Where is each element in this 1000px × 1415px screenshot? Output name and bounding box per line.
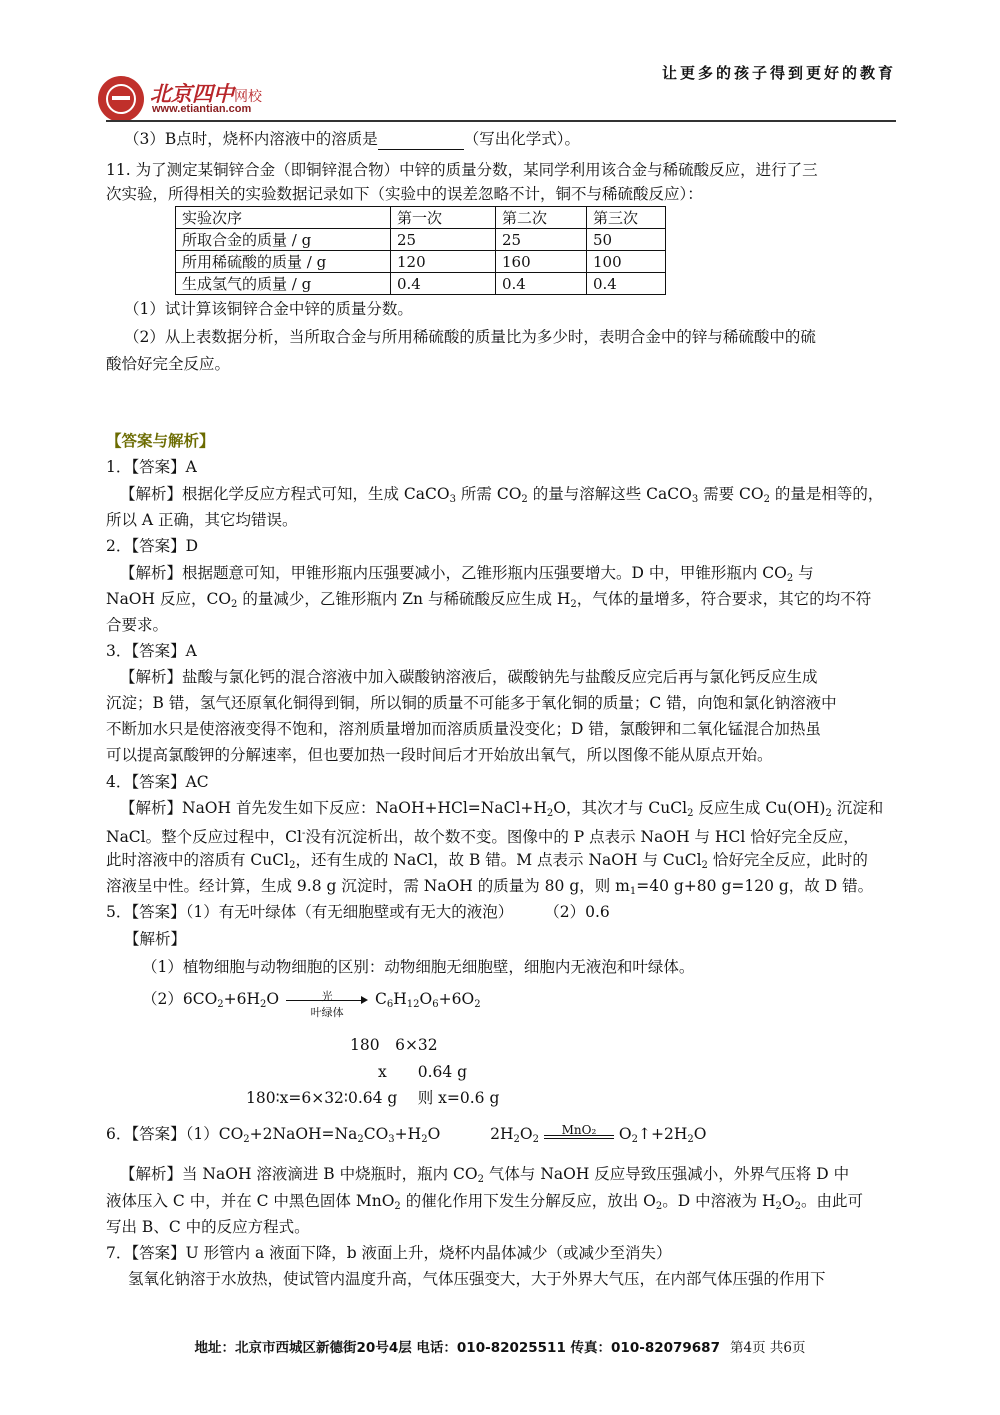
answer-4: 4．【答案】AC — [106, 773, 209, 791]
table-cell: 25 — [496, 229, 587, 251]
table-row — [176, 207, 666, 229]
section-title: 【答案与解析】 — [106, 431, 215, 450]
analysis-7-l1: 氢氧化钠溶于水放热，使试管内温度升高，气体压强变大，大于外界大气压，在内部气体压强的作用下 — [128, 1270, 826, 1288]
analysis-5-label: 【解析】 — [124, 930, 187, 948]
q11-part1: （1）试计算该铜锌合金中锌的质量分数。 — [124, 300, 413, 318]
table-cell: 生成氢气的质量 / g — [176, 273, 391, 295]
q11-part2a: （2）从上表数据分析，当所取合金与所用稀硫酸的质量比为多少时，表明合金中的锌与稀硫酸中的硫 — [124, 328, 816, 346]
q10-part3: （3）B点时，烧杯内溶液中的溶质是 （写出化学式）。 — [124, 130, 581, 148]
catalyst-equals-icon: MnO₂ — [544, 1124, 614, 1146]
table-cell: 所用稀硫酸的质量 / g — [176, 251, 391, 273]
reaction-arrow-icon: 光 叶绿体 — [286, 989, 368, 1011]
analysis-5-l1: （1）植物细胞与动物细胞的区别：动物细胞无细胞壁，细胞内无液泡和叶绿体。 — [142, 958, 695, 976]
answer-blank — [378, 133, 464, 150]
table-cell: 0.4 — [587, 273, 666, 295]
answer-3: 3．【答案】A — [106, 642, 197, 660]
analysis-3-l2: 沉淀；B 错，氢气还原氧化铜得到铜，所以铜的质量不可能多于氧化铜的质量；C 错，向饱和氯化钠溶液中 — [106, 694, 837, 712]
header-divider — [106, 120, 896, 122]
table-cell: 25 — [391, 229, 496, 251]
analysis-4-l2: NaCl。整个反应过程中，Cl-没有沉淀析出，故个数不变。图像中的 P 点表示 NaOH 与 HCl 恰好完全反应， — [106, 828, 859, 847]
analysis-4-l3: 此时溶液中的溶质有 CuCl$_2$，还有生成的 NaCl，故 B 错。M 点表示 NaOH 与 CuCl$_2$ 恰好完全反应，此时的 — [106, 851, 868, 871]
table-cell: 50 — [587, 229, 666, 251]
logo-suffix: 网校 — [234, 89, 262, 105]
analysis-5-equation: $(2)6CO_2+6H_2O$ 光 叶绿体 $C_6H_{12}O_6+6O_2$ — [142, 990, 481, 1019]
answer-1: 1．【答案】A — [106, 458, 197, 476]
table-cell: 第三次 — [587, 207, 666, 229]
calc-line-1: 180 6×32 — [350, 1036, 438, 1054]
analysis-6-l2: 液体压入 C 中，并在 C 中黑色固体 MnO$_2$ 的催化作用下发生分解反应，放出 $O_2$。D 中溶液为 $H_2O_2$。由此可 — [106, 1192, 864, 1212]
page-number: 第4页 共6页 — [729, 1340, 806, 1356]
table-cell: 第一次 — [391, 207, 496, 229]
q11-part2b: 酸恰好完全反应。 — [106, 355, 231, 373]
footer-address: 地址：北京市西城区新德街20号4层 电话：010-82025511 传真：010-82079687 — [194, 1340, 720, 1356]
logo-seal-icon — [98, 76, 144, 122]
calc-line-2: x 0.64 g — [378, 1063, 468, 1081]
analysis-1: 【解析】根据化学反应方程式可知，生成 CaCO$_3$ 所需 $CO_2$ 的量与溶解这些 CaCO$_3$ 需要 $CO_2$ 的量是相等的， — [120, 485, 884, 505]
table-cell: 0.4 — [496, 273, 587, 295]
analysis-3-l3: 不断加水只是使溶液变得不饱和，溶剂质量增加而溶质质量没变化；D 错，氯酸钾和二氧化锰混合加热虽 — [106, 720, 821, 738]
analysis-1-cont: 所以 A 正确，其它均错误。 — [106, 511, 298, 529]
q11-line2: 次实验，所得相关的实验数据记录如下（实验中的误差忽略不计，铜不与稀硫酸反应）： — [106, 185, 703, 203]
logo-url: www.etiantian.com — [152, 103, 252, 115]
table-cell: 120 — [391, 251, 496, 273]
table-row — [176, 273, 666, 295]
analysis-2-cont: NaOH 反应，$CO_2$ 的量减少，乙锥形瓶内 Zn 与稀硫酸反应生成 $H_2$，气体的量增多，符合要求，其它的均不符 — [106, 590, 872, 610]
table-cell: 第二次 — [496, 207, 587, 229]
table-row — [176, 251, 666, 273]
analysis-4-l1: 【解析】NaOH 首先发生如下反应：$NaOH+HCl=NaCl+H_2O$，其次才与 CuCl$_2$ 反应生成 $Cu(OH)_2$ 沉淀和 — [120, 799, 884, 819]
answer-2: 2．【答案】D — [106, 537, 199, 555]
page-header — [0, 0, 1000, 130]
table-cell: 0.4 — [391, 273, 496, 295]
analysis-6-l1: 【解析】当 NaOH 溶液滴进 B 中烧瓶时，瓶内 $CO_2$ 气体与 NaOH 反应导致压强减小，外界气压将 D 中 — [120, 1165, 850, 1185]
answer-6: 6．【答案】$(1)CO_2+2NaOH=Na_2CO_3+H_2O$ $2H_2O_2$ MnO₂ $O_2↑+2H_2O$ — [106, 1123, 707, 1145]
q11-line1: 11. 为了测定某铜锌合金（即铜锌混合物）中锌的质量分数，某同学利用该合金与稀硫酸反应，进行了三 — [106, 161, 818, 179]
analysis-6-l3: 写出 B、C 中的反应方程式。 — [106, 1218, 310, 1236]
slogan: 让更多的孩子得到更好的教育 — [661, 64, 896, 82]
answer-7: 7．【答案】U 形管内 a 液面下降，b 液面上升，烧杯内晶体减少（或减少至消失） — [106, 1244, 672, 1262]
experiment-table — [175, 206, 666, 295]
table-cell: 实验次序 — [176, 207, 391, 229]
analysis-4-l4: 溶液呈中性。经计算，生成 9.8 g 沉淀时，需 NaOH 的质量为 80 g，则 $m_1=40$ g+80 g=120 g，故 D 错。 — [106, 877, 874, 897]
calc-line-3: 180∶x=6×32∶0.64 g 则 x=0.6 g — [246, 1089, 500, 1107]
table-cell: 160 — [496, 251, 587, 273]
analysis-3-l1: 【解析】盐酸与氯化钙的混合溶液中加入碳酸钠溶液后，碳酸钠先与盐酸反应完后再与氯化钙反应生成 — [120, 668, 818, 686]
analysis-2: 【解析】根据题意可知，甲锥形瓶内压强要减小，乙锥形瓶内压强要增大。D 中，甲锥形瓶内 $CO_2$ 与 — [120, 564, 814, 584]
analysis-2-end: 合要求。 — [106, 616, 169, 634]
logo[interactable] — [98, 76, 298, 124]
page-footer — [0, 1336, 1000, 1356]
table-cell: 所取合金的质量 / g — [176, 229, 391, 251]
table-row — [176, 229, 666, 251]
analysis-3-l4: 可以提高氯酸钾的分解速率，但也要加热一段时间后才开始放出氧气，所以图像不能从原点开始。 — [106, 746, 773, 764]
logo-name: 北京四中 — [150, 82, 234, 106]
table-cell: 100 — [587, 251, 666, 273]
answer-5: 5．【答案】（1）有无叶绿体（有无细胞壁或有无大的液泡） （2）0.6 — [106, 903, 610, 921]
